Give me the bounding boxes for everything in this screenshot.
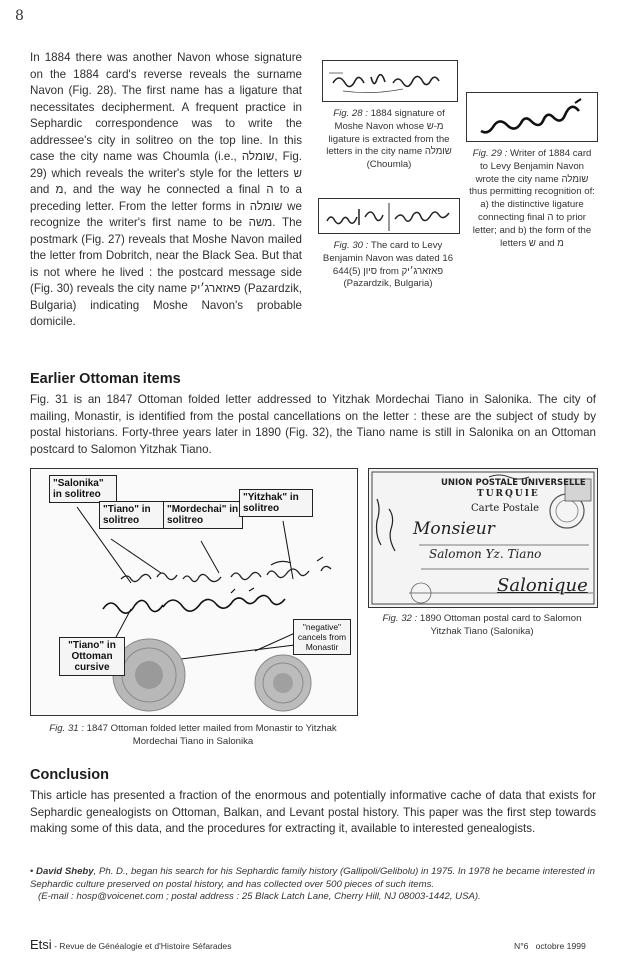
footer-date: octobre 1999	[535, 941, 586, 951]
card-monsieur: Monsieur	[413, 519, 495, 539]
ottoman-paragraph-text: Fig. 31 is an 1847 Ottoman folded letter addressed to Yitzhak Mordechai Tiano in Salonika. The city of mailing, Monastir, is identified from the postal cancellations on the letter : these are the subject of study by postal historians. Forty-three years later in 1890 (Fig. 32), the Tiano name is still in Salonika on an Ottoman postcard to Salomon Yitzhak Tiano.	[30, 393, 596, 456]
author-name: David Sheby	[36, 866, 94, 877]
fig28-text: 1884 signature of Moshe Navon whose מ-ש ligature is extracted from the letters in the city name שומלה (Choumla)	[326, 108, 452, 171]
fig29-label: Fig. 29 :	[472, 148, 508, 159]
card-turquie: TURQUIE	[477, 489, 540, 499]
fig28-caption	[322, 108, 456, 172]
fig28-signature-drawing	[323, 61, 457, 101]
fig31-label-yitzhak: "Yitzhak" in solitreo	[239, 489, 313, 517]
footer-journal-name: Etsi	[30, 937, 52, 952]
fig29-text: Writer of 1884 card to Levy Benjamin Navon wrote the city name שומלה thus permitting recognition of: a) the distinctive ligature connecting final ה to prior letter; and b) the form of the letters ש and מ	[469, 148, 595, 249]
fig32-image	[368, 468, 598, 608]
fig29-caption	[468, 148, 596, 250]
footer-issue-number: N°6	[514, 941, 529, 951]
fig31-label-salonika: "Salonika" in solitreo	[49, 475, 117, 503]
card-union-postale: UNION POSTALE UNIVERSELLE	[441, 478, 586, 488]
fig29-script-drawing	[467, 93, 597, 141]
fig30-image	[318, 198, 460, 234]
heading-conclusion: Conclusion	[30, 767, 109, 783]
fig30-label: Fig. 30 :	[333, 240, 369, 251]
fig31-label-mordechai: "Mordechai" in solitreo	[163, 501, 243, 529]
fig31-image	[30, 468, 358, 716]
footer-issue	[514, 941, 586, 951]
fig28-label: Fig. 28 :	[333, 108, 368, 119]
fig30-caption	[318, 240, 458, 291]
fig31-text: 1847 Ottoman folded letter mailed from Monastir to Yitzhak Mordechai Tiano in Salonika	[86, 723, 337, 747]
fig28-image	[322, 60, 458, 102]
fig31-label-negative-cancels: "negative" cancels from Monastir	[293, 619, 351, 655]
heading-earlier-ottoman: Earlier Ottoman items	[30, 371, 181, 387]
intro-paragraph	[30, 50, 302, 331]
author-contact: (E-mail : hosp@voicenet.com ; postal address : 25 Black Latch Lane, Cherry Hill, NJ 08003-1442, USA).	[38, 891, 481, 902]
page-number: 8	[15, 8, 24, 24]
card-salonique: Salonique	[497, 575, 588, 596]
fig32-label: Fig. 32 :	[382, 613, 418, 624]
fig31-label-tiano-solitreo: "Tiano" in solitreo	[99, 501, 165, 529]
fig32-caption	[370, 613, 594, 639]
footer-journal-subtitle: - Revue de Généalogie et d'Histoire Séfarades	[54, 941, 232, 951]
fig32-text: 1890 Ottoman postal card to Salomon Yitzhak Tiano (Salonika)	[419, 613, 582, 637]
fig31-label: Fig. 31 :	[49, 723, 84, 734]
fig30-text: The card to Levy Benjamin Navon was dated 16 סיון (5)644 from פאזארג׳יק (Pazardzik, Bulgaria)	[322, 240, 454, 290]
conclusion-paragraph-text: This article has presented a fraction of the enormous and potentially informative cache of data that exists for Sephardic genealogists on Ottoman, Balkan, and Levant postal history. This paper was the first step towards making some of this data, and the procedures for extracting it, available to interested genealogists.	[30, 789, 596, 835]
fig31-label-tiano-cursive: "Tiano" in Ottoman cursive	[59, 637, 125, 676]
card-carte-postale: Carte Postale	[471, 503, 540, 514]
fig29-image	[466, 92, 598, 142]
intro-paragraph-text: In 1884 there was another Navon whose signature on the 1884 card's reverse reveals the surname Navon (Fig. 28). The first name has a ligature that necessitates decipherment. A frequent practice in Sephardic correspondence was to write the addressee's city in solitreo on the top line. In this case the city name was Choumla (i.e., שומלה, Fig. 29) which reveals the writer's style for the letters ש and מ, and the way he connected a final ה to a preceding letter. From the letter forms in שומלה we recognize the writer's first name to be משה. The postmark (Fig. 27) reveals that Moshe Navon mailed the letter from Dobritch, near the Black Sea. But that is not where he lived : the postcard message side (Fig. 30) reveals the city name פאזארג׳יק (Pazardzik, Bulgaria) indicating Moshe Navon's probable domicile.	[30, 51, 303, 328]
fig31-caption	[40, 723, 346, 749]
conclusion-paragraph	[30, 788, 596, 838]
author-bio: , Ph. D., began his search for his Sephardic family history (Gallipoli/Gelibolu) in 1975. In 1978 he became interested in Sephardic culture preserved on postal history, and has collected over 500 pieces of such items.	[30, 866, 595, 890]
fig30-script-drawing	[319, 199, 459, 233]
footer-journal	[30, 937, 232, 952]
author-note: • David Sheby, Ph. D., began his search for his Sephardic family history (Gallipoli/Gelibolu) in 1975. In 1978 he became interested in Sephardic culture preserved on postal history, and has collected over 500 pieces of such items. (E-mail : hosp@voicenet.com ; postal address : 25 Black Latch Lane, Cherry Hill, NJ 08003-1442, USA).	[30, 866, 595, 902]
card-addressee: Salomon Yz. Tiano	[429, 547, 542, 561]
ottoman-paragraph	[30, 392, 596, 458]
